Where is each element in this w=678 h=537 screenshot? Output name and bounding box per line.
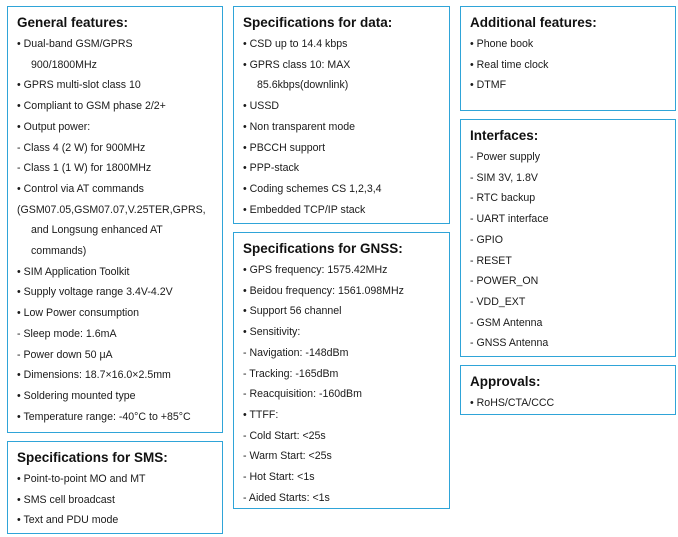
interfaces-list-item: - VDD_EXT bbox=[470, 295, 526, 308]
general-list-item: 900/1800MHz bbox=[31, 58, 97, 71]
general-list-item: • Dimensions: 18.7×16.0×2.5mm bbox=[17, 369, 171, 382]
interfaces-list-item: - GSM Antenna bbox=[470, 316, 543, 329]
additional-list-item: • Phone book bbox=[470, 38, 534, 50]
sms-list-item: • Point-to-point MO and MT bbox=[17, 473, 146, 485]
general-features-title: General features: bbox=[17, 15, 129, 30]
gnss-list-item: - Navigation: -148dBm bbox=[243, 346, 349, 359]
general-features-list bbox=[17, 34, 214, 427]
gnss-list-item: - Warm Start: <25s bbox=[243, 450, 332, 463]
gnss-list-item: • Support 56 channel bbox=[243, 305, 342, 318]
general-list-item: • Supply voltage range 3.4V-4.2V bbox=[17, 286, 173, 299]
general-list-item: • GPRS multi-slot class 10 bbox=[17, 79, 141, 92]
gnss-specs-title: Specifications for GNSS: bbox=[243, 241, 403, 256]
general-list-item: commands) bbox=[31, 245, 87, 258]
general-list-item: - Class 4 (2 W) for 900MHz bbox=[17, 141, 146, 154]
data-list-item: • PPP-stack bbox=[243, 162, 300, 175]
gnss-list-item: - Aided Starts: <1s bbox=[243, 491, 330, 504]
data-list-item: • Embedded TCP/IP stack bbox=[243, 203, 366, 216]
gnss-specs-list bbox=[243, 260, 441, 508]
data-list-item: • CSD up to 14.4 kbps bbox=[243, 38, 348, 50]
gnss-list-item: • GPS frequency: 1575.42MHz bbox=[243, 264, 388, 276]
additional-list-item: • DTMF bbox=[470, 79, 507, 92]
interfaces-list-item: - SIM 3V, 1.8V bbox=[470, 171, 538, 184]
additional-features-title: Additional features: bbox=[470, 15, 597, 30]
interfaces-box bbox=[460, 119, 676, 357]
gnss-list-item: • Sensitivity: bbox=[243, 326, 301, 339]
general-list-item: (GSM07.05,GSM07.07,V.25TER,GPRS, bbox=[17, 203, 206, 216]
general-list-item: • Temperature range: -40°C to +85°C bbox=[17, 410, 191, 423]
general-list-item: - Sleep mode: 1.6mA bbox=[17, 327, 117, 340]
sms-specs-title: Specifications for SMS: bbox=[17, 450, 168, 465]
general-list-item: • Low Power consumption bbox=[17, 307, 140, 320]
general-list-item: • Dual-band GSM/GPRS bbox=[17, 38, 133, 50]
gnss-list-item: - Hot Start: <1s bbox=[243, 471, 315, 484]
additional-features-box bbox=[460, 6, 676, 111]
general-list-item: • Soldering mounted type bbox=[17, 389, 136, 402]
gnss-list-item: - Cold Start: <25s bbox=[243, 429, 326, 442]
sms-list-item: • SMS cell broadcast bbox=[17, 493, 115, 506]
general-list-item: - Power down 50 μA bbox=[17, 348, 113, 361]
data-list-item: • PBCCH support bbox=[243, 141, 326, 154]
data-specs-title: Specifications for data: bbox=[243, 15, 393, 30]
general-list-item: • SIM Application Toolkit bbox=[17, 265, 130, 278]
approvals-list bbox=[470, 393, 667, 414]
data-specs-list bbox=[243, 34, 441, 220]
approvals-box bbox=[460, 365, 676, 415]
gnss-list-item: • Beidou frequency: 1561.098MHz bbox=[243, 284, 404, 297]
gnss-list-item: - Reacquisition: -160dBm bbox=[243, 388, 362, 401]
interfaces-list-item: - GNSS Antenna bbox=[470, 337, 549, 350]
data-list-item: • USSD bbox=[243, 100, 280, 113]
additional-list-item: • Real time clock bbox=[470, 58, 549, 71]
sms-specs-box bbox=[7, 441, 223, 534]
gnss-list-item: • TTFF: bbox=[243, 408, 279, 421]
general-list-item: • Compliant to GSM phase 2/2+ bbox=[17, 100, 166, 113]
interfaces-list-item: - RTC backup bbox=[470, 192, 536, 205]
general-features-box bbox=[7, 6, 223, 433]
approvals-list-item: • RoHS/CTA/CCC bbox=[470, 397, 555, 409]
interfaces-list-item: - POWER_ON bbox=[470, 275, 539, 288]
gnss-list-item: - Tracking: -165dBm bbox=[243, 367, 339, 380]
data-specs-box bbox=[233, 6, 450, 224]
interfaces-list-item: - RESET bbox=[470, 254, 512, 267]
sms-list-item: • Text and PDU mode bbox=[17, 514, 119, 527]
sms-specs-list bbox=[17, 469, 214, 531]
general-list-item: • Control via AT commands bbox=[17, 182, 144, 195]
interfaces-list-item: - Power supply bbox=[470, 151, 541, 163]
data-list-item: • Coding schemes CS 1,2,3,4 bbox=[243, 182, 382, 195]
interfaces-list-item: - UART interface bbox=[470, 213, 549, 226]
general-list-item: - Class 1 (1 W) for 1800MHz bbox=[17, 162, 152, 175]
interfaces-list-item: - GPIO bbox=[470, 233, 503, 246]
interfaces-list bbox=[470, 147, 667, 354]
additional-features-list bbox=[470, 34, 667, 96]
approvals-title: Approvals: bbox=[470, 374, 541, 389]
gnss-specs-box bbox=[233, 232, 450, 509]
data-list-item: • Non transparent mode bbox=[243, 120, 356, 133]
interfaces-title: Interfaces: bbox=[470, 128, 539, 143]
data-list-item: • GPRS class 10: MAX bbox=[243, 58, 351, 71]
data-list-item: 85.6kbps(downlink) bbox=[257, 79, 349, 92]
general-list-item: • Output power: bbox=[17, 120, 91, 133]
general-list-item: and Longsung enhanced AT bbox=[31, 224, 163, 237]
